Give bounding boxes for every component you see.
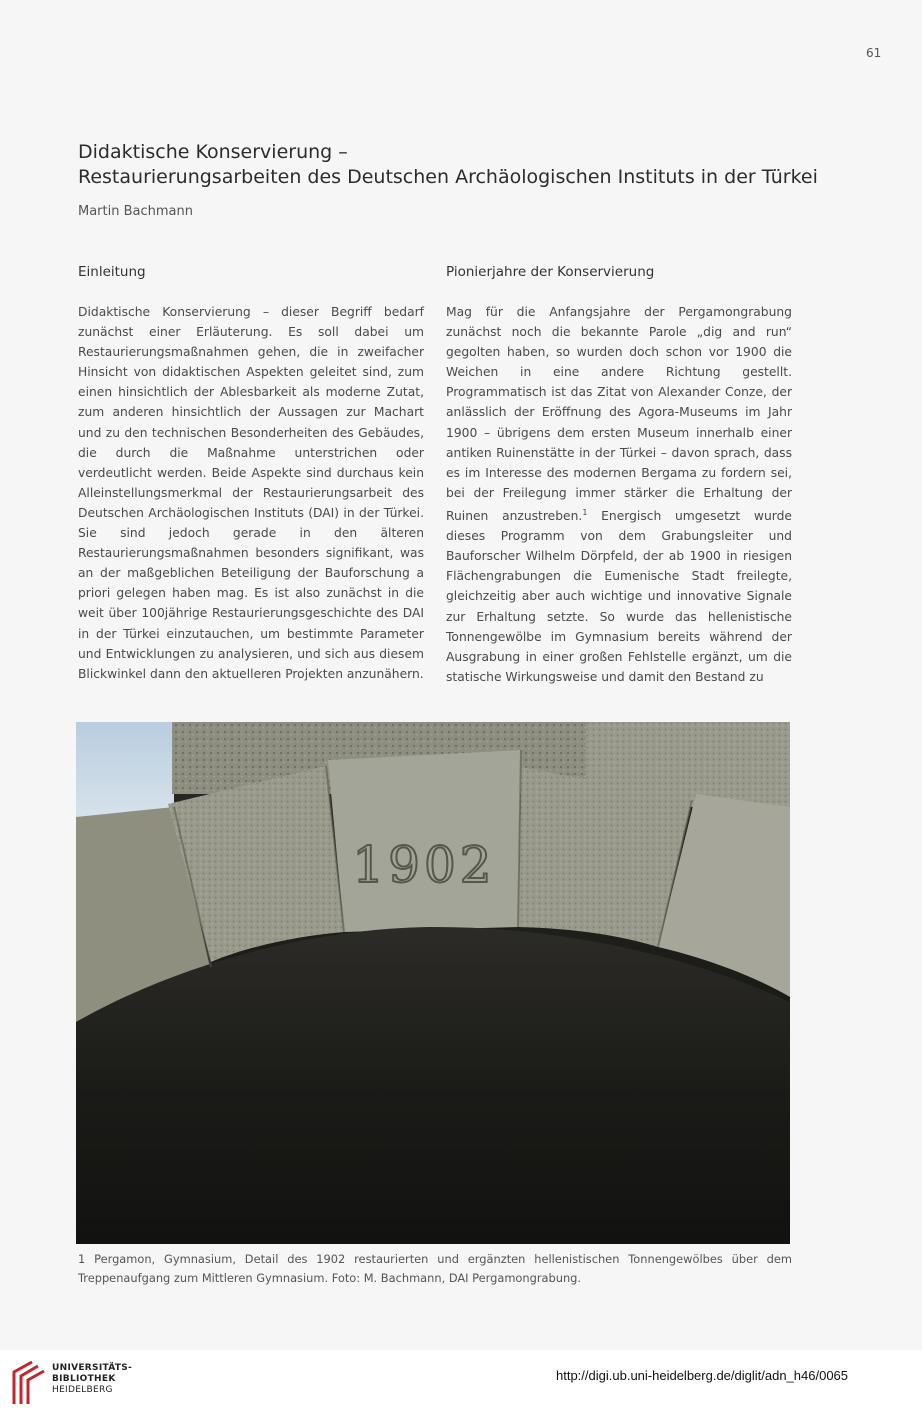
paragraph-text-part-1: Mag für die Anfangsjahre der Pergamongrabung zunächst noch die bekannte Parole „dig and run“ gegolten haben, so wurden doch schon vor 1900 die Weichen in eine andere Richtung gestellt. Programmatisch ist das Zitat von Alexander Conze, der anlässlich der Eröffnung des Agora-Museums im Jahr 1900 – übrigens dem ersten Museum innerhalb einer antiken Ruinenstätte in der Türkei – davon sprach, dass es im Interesse des modernen Bergama zu fordern sei, bei der Freilegung immer stärker die Erhaltung der Ruinen anzustreben. [446, 305, 792, 524]
library-footer [0, 1350, 922, 1416]
figure-photo-vault [76, 722, 790, 1244]
vault-inscription: 1902 [352, 836, 496, 894]
body-paragraph-left: Didaktische Konservierung – dieser Begriff bedarf zunächst einer Erläuterung. Es soll dabei um Restaurierungsmaßnahmen gehen, die in zweifacher Hinsicht von didaktischen Aspekten geleitet sind, zum einen hinsichtlich der Ablesbarkeit als moderne Zutat, zum anderen hinsichtlich der Aussagen zur Machart und zu den technischen Besonderheiten des Gebäudes, die durch die Maßnahme unterstrichen oder verdeutlicht werden. Beide Aspekte sind durchaus kein Alleinstellungsmerkmal der Restaurierungsarbeit des Deutschen Archäologischen Instituts (DAI) in der Türkei. Sie sind jedoch gerade in den älteren Restaurierungsmaßnahmen besonders signifikant, was an der maßgeblichen Beteiligung der Bauforschung a priori gelegen haben mag. Es ist also zunächst in die weit über 100jährige Restaurierungsgeschichte des DAI in der Türkei einzutauchen, um bestimmte Parameter und Entwicklungen zu analysieren, und sich aus diesem Blickwinkel dann den aktuelleren Projekten anzunähern. [78, 305, 424, 681]
left-column [78, 264, 424, 684]
title-line-2: Restaurierungsarbeiten des Deutschen Archäologischen Instituts in der Türkei [78, 166, 818, 188]
logo-line-3: HEIDELBERG [52, 1385, 113, 1395]
article-title [78, 140, 838, 190]
right-column [446, 264, 792, 687]
library-logo-icon [10, 1358, 46, 1408]
body-paragraph-right [446, 302, 792, 687]
logo-line-2: BIBLIOTHEK [52, 1374, 116, 1384]
source-url-link[interactable]: http://digi.ub.uni-heidelberg.de/diglit/adn_h46/0065 [556, 1368, 849, 1383]
figure-caption: 1 Pergamon, Gymnasium, Detail des 1902 restaurierten und ergänzten hellenistischen Tonnengewölbes über dem Treppenaufgang zum Mittleren Gymnasium. Foto: M. Bachmann, DAI Pergamongrabung. [78, 1252, 792, 1285]
page-number: 61 [866, 46, 882, 60]
library-logo-text [52, 1363, 132, 1396]
paragraph-text-part-2: Energisch umgesetzt wurde dieses Programm von dem Grabungsleiter und Bauforscher Wilhelm Dörpfeld, der ab 1900 in riesigen Flächengrabungen die Eumenische Stadt freilegte, gleichzeitig aber auch wichtige und innovative Signale zur Erhaltung setzte. So wurde das hellenistische Tonnengewölbe im Gymnasium bereits während der Ausgrabung in einer großen Fehlstelle ergänzt, um die statische Wirkungsweise und damit den Bestand zu [446, 509, 792, 684]
section-heading-pionierjahre: Pionierjahre der Konservierung [446, 264, 655, 280]
logo-line-1: UNIVERSITÄTS- [52, 1363, 133, 1373]
title-line-1: Didaktische Konservierung – [78, 141, 348, 163]
author-name: Martin Bachmann [78, 204, 193, 219]
section-heading-einleitung: Einleitung [78, 264, 146, 280]
vault-photo-illustration [76, 722, 790, 1244]
footnote-marker[interactable]: 1 [582, 507, 588, 517]
